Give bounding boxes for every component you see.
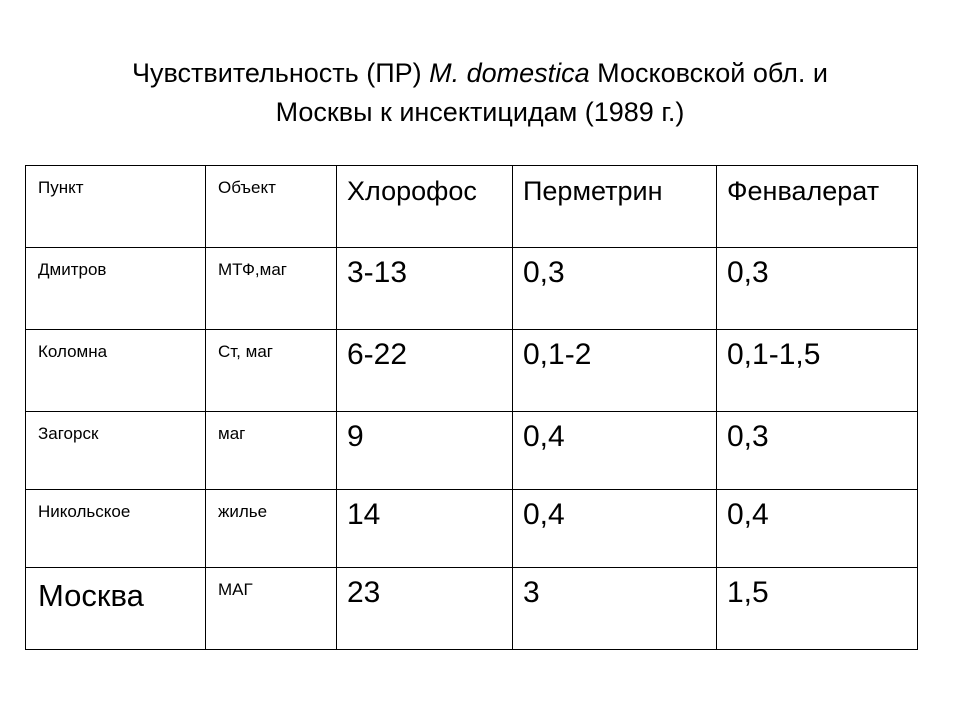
slide-title [40, 54, 920, 132]
cell-chlorophos: 9 [337, 412, 513, 490]
cell-punkt: Никольское [26, 490, 206, 568]
table-row [26, 412, 918, 490]
cell-punkt: Коломна [26, 330, 206, 412]
table-row [26, 330, 918, 412]
cell-fenvalerate: 1,5 [717, 568, 918, 650]
cell-punkt: Дмитров [26, 248, 206, 330]
table-row [26, 568, 918, 650]
cell-fenvalerate: 0,4 [717, 490, 918, 568]
cell-chlorophos: 14 [337, 490, 513, 568]
cell-permethrin: 0,1-2 [513, 330, 717, 412]
header-chlorophos: Хлорофос [337, 166, 513, 248]
cell-permethrin: 0,3 [513, 248, 717, 330]
cell-chlorophos: 6-22 [337, 330, 513, 412]
header-object: Объект [206, 166, 337, 248]
table-row [26, 248, 918, 330]
cell-permethrin: 0,4 [513, 412, 717, 490]
cell-fenvalerate: 0,1-1,5 [717, 330, 918, 412]
header-permethrin: Перметрин [513, 166, 717, 248]
table-row [26, 490, 918, 568]
cell-fenvalerate: 0,3 [717, 248, 918, 330]
species-name: M. domestica [429, 58, 590, 88]
cell-chlorophos: 3-13 [337, 248, 513, 330]
cell-object: Ст, маг [206, 330, 337, 412]
title-line-2: Москвы к инсектицидам (1989 г.) [275, 97, 685, 127]
title-text-2: Московской обл. и [589, 58, 828, 88]
cell-object: МАГ [206, 568, 337, 650]
table-header-row [26, 166, 918, 248]
header-fenvalerate: Фенвалерат [717, 166, 918, 248]
title-text-1: Чувствительность (ПР) [132, 58, 430, 88]
cell-fenvalerate: 0,3 [717, 412, 918, 490]
cell-chlorophos: 23 [337, 568, 513, 650]
cell-permethrin: 3 [513, 568, 717, 650]
cell-punkt: Москва [26, 568, 206, 650]
sensitivity-table [25, 165, 918, 650]
title-line-1 [40, 54, 920, 93]
cell-object: МТФ,маг [206, 248, 337, 330]
cell-object: жилье [206, 490, 337, 568]
cell-object: маг [206, 412, 337, 490]
header-punkt: Пункт [26, 166, 206, 248]
cell-punkt: Загорск [26, 412, 206, 490]
cell-permethrin: 0,4 [513, 490, 717, 568]
